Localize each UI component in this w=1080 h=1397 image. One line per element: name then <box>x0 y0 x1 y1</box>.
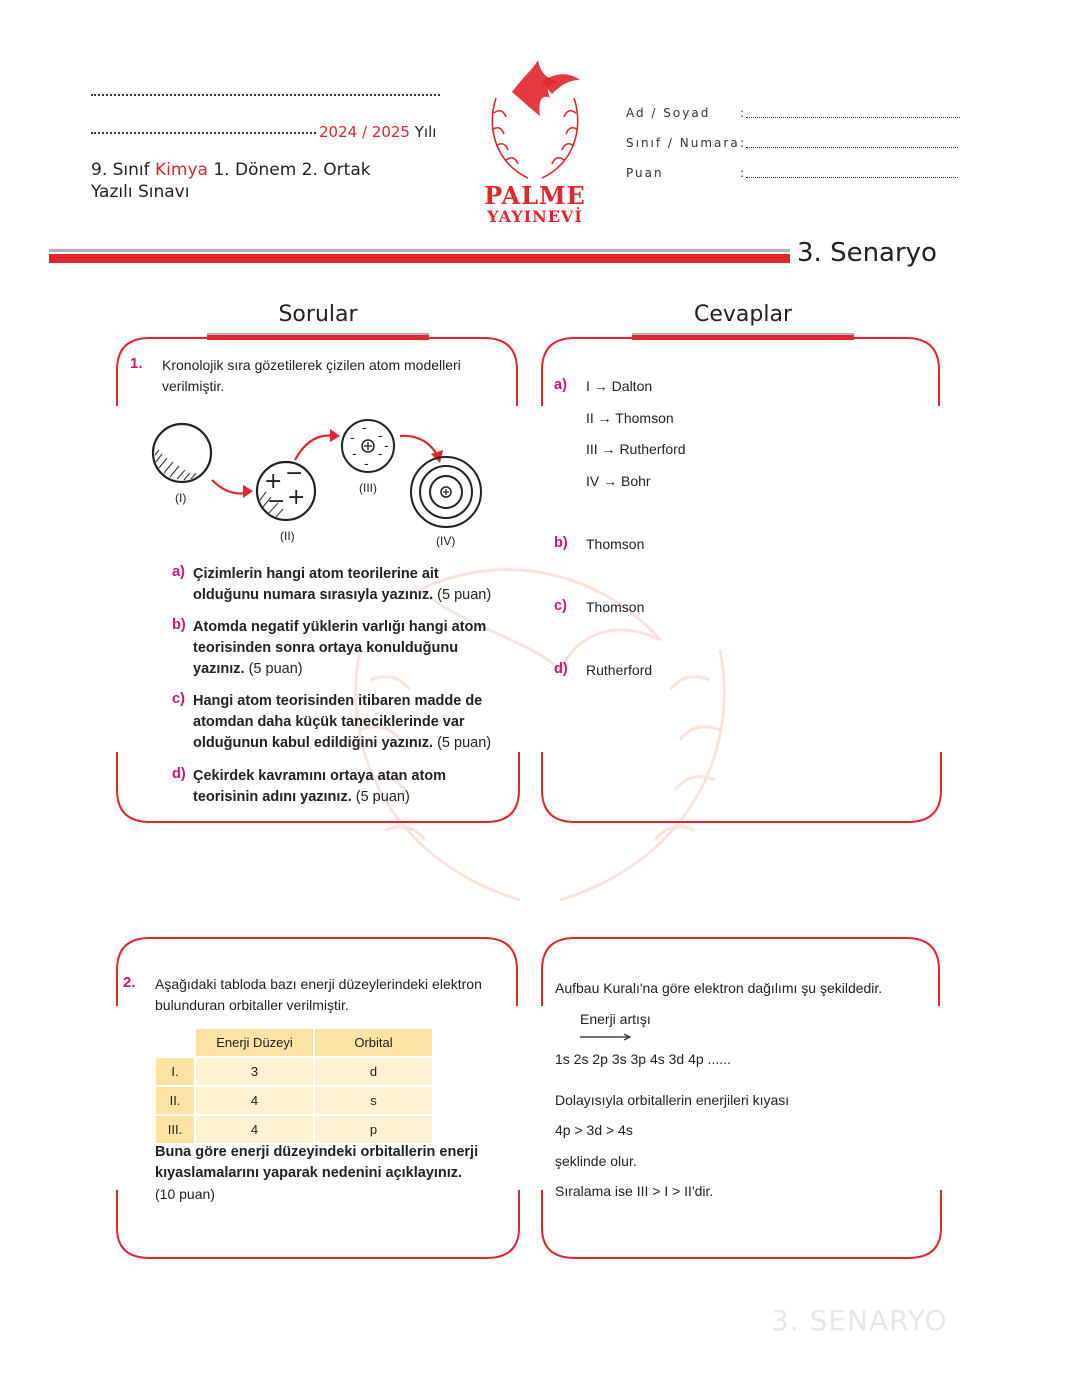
q1-number: 1. <box>130 355 143 372</box>
table-row-label: III. <box>155 1115 195 1144</box>
name-field-colon: : <box>740 106 747 120</box>
model-label-i: (I) <box>175 491 187 505</box>
a1-a-letter: a) <box>554 377 567 393</box>
energy-arrow-icon <box>580 1032 632 1042</box>
footer-scenario-watermark: 3. SENARYO <box>771 1304 948 1337</box>
table-row-label: I. <box>155 1057 195 1086</box>
year-end: 2025 <box>371 123 410 141</box>
q2-intro-line2: bulunduran orbitaller verilmiştir. <box>155 997 349 1013</box>
q1-sub-b-letter: b) <box>172 617 186 633</box>
model-iii-rutherford <box>342 420 394 472</box>
table-cell-orbital: s <box>314 1086 433 1115</box>
questions-heading: Sorular <box>278 302 358 327</box>
orbital-table <box>154 1027 434 1145</box>
q1-sub-c-line2: atomdan daha küçük taneciklerinde var <box>193 714 465 730</box>
q1-sub-d-line1: Çekirdek kavramını ortaya atan atom <box>193 768 447 784</box>
a1-a-line2: II → Thomson <box>586 410 674 426</box>
svg-text:-: - <box>352 447 357 462</box>
q2-intro <box>155 974 482 1016</box>
q1-sub-b-points: (5 puan) <box>244 661 303 677</box>
arrow-ii-to-iii-head <box>330 429 340 442</box>
score-field-label: Puan <box>626 166 664 180</box>
a1-b-letter: b) <box>554 535 568 551</box>
q1-sub-b-line3: yazınız. <box>193 661 245 677</box>
arrow-i-to-ii-head <box>243 485 253 498</box>
svg-text:+: + <box>264 469 283 494</box>
a1-box-bottom <box>542 752 941 822</box>
table-cell-level: 4 <box>195 1115 314 1144</box>
year-start: 2024 <box>319 123 358 141</box>
svg-text:-: - <box>350 431 355 446</box>
table-header-level: Enerji Düzeyi <box>195 1028 314 1057</box>
table-row-label: II. <box>155 1086 195 1115</box>
exam-subject: Kimya <box>155 160 208 180</box>
model-i-dalton-sphere <box>153 424 211 482</box>
q1-sub-b-line1: Atomda negatif yüklerin varlığı hangi atom <box>193 619 487 635</box>
table-row <box>155 1057 433 1086</box>
scenario-title: 3. Senaryo <box>797 238 937 268</box>
q1-sub-a-letter: a) <box>172 564 185 580</box>
q1-sub-a-line1: Çizimlerin hangi atom teorilerine ait <box>193 566 439 582</box>
svg-text:-: - <box>384 439 389 454</box>
table-cell-orbital: p <box>314 1115 433 1144</box>
a2-arrow-label: Enerji artışı <box>580 1011 651 1027</box>
q1-sub-c-letter: c) <box>172 691 185 707</box>
exam-title-prefix: 9. Sınıf <box>91 160 156 180</box>
exam-title-rest: 1. Dönem 2. Ortak <box>207 160 371 180</box>
q1-sub-d-letter: d) <box>172 766 186 782</box>
q1-sub-b <box>172 617 512 680</box>
q1-intro-line2: verilmiştir. <box>162 378 225 394</box>
table-cell-level: 4 <box>195 1086 314 1115</box>
atom-models-diagram <box>140 410 500 550</box>
svg-text:-: - <box>378 447 383 462</box>
a1-d-letter: d) <box>554 661 568 677</box>
svg-text:+: + <box>287 485 306 510</box>
model-iv-bohr <box>411 457 481 527</box>
q1-sub-c <box>172 691 512 754</box>
svg-text:-: - <box>378 429 383 444</box>
arrow-iii-to-iv <box>400 436 438 456</box>
q1-sub-b-line2: teorisinden sonra ortaya konulduğunu <box>193 640 459 656</box>
a1-c-answer: Thomson <box>586 599 645 615</box>
a2-line1: Aufbau Kuralı'na göre elektron dağılımı şu şekildedir. <box>555 980 883 996</box>
q2-question <box>155 1142 515 1184</box>
q1-sub-a <box>172 564 512 606</box>
table-corner-cell <box>155 1028 195 1057</box>
a2-line6: Sıralama ise III > I > II'dir. <box>555 1183 714 1199</box>
a2-line3: Dolayısıyla orbitallerin enerjileri kıyası <box>555 1092 790 1108</box>
svg-text:−: − <box>267 489 286 514</box>
q2-question-line1: Buna göre enerji düzeyindeki orbitallerin enerji <box>155 1144 479 1160</box>
q1-sub-d-points: (5 puan) <box>351 789 410 805</box>
a2-box-bottom <box>542 1190 941 1258</box>
q1-sub-a-line2: olduğunu numara sırasıyla yazınız. <box>193 587 434 603</box>
q1-intro <box>162 355 461 397</box>
q1-sub-c-points: (5 puan) <box>433 735 492 751</box>
a2-line5: şeklinde olur. <box>555 1153 637 1169</box>
table-cell-orbital: d <box>314 1057 433 1086</box>
q2-intro-line1: Aşağıdaki tabloda bazı enerji düzeylerindeki elektron <box>155 976 482 992</box>
table-header-row <box>155 1028 433 1057</box>
table-row <box>155 1115 433 1144</box>
q1-sub-c-line1: Hangi atom teorisinden itibaren madde de <box>193 693 483 709</box>
a2-sequence: 1s 2s 2p 3s 3p 4s 3d 4p ...... <box>555 1051 731 1067</box>
logo-name: PALME <box>484 181 586 210</box>
table-row <box>155 1086 433 1115</box>
a1-c-letter: c) <box>554 598 567 614</box>
table-cell-level: 3 <box>195 1057 314 1086</box>
q1-sub-d <box>172 766 512 808</box>
svg-text:-: - <box>362 421 367 436</box>
a1-d-answer: Rutherford <box>586 662 653 678</box>
q2-number: 2. <box>123 974 136 991</box>
score-field-colon: : <box>740 166 747 180</box>
arrow-ii-to-iii <box>295 436 335 461</box>
a1-b-answer: Thomson <box>586 536 645 552</box>
q2-question-line2: kıyaslamalarını yaparak nedenini açıklayınız. <box>155 1165 463 1181</box>
table-header-orbital: Orbital <box>314 1028 433 1057</box>
q1-sub-d-line2: teorisinin adını yazınız. <box>193 789 352 805</box>
svg-text:−: − <box>285 461 304 486</box>
a1-box-top <box>542 338 939 406</box>
year-separator: / <box>357 123 372 141</box>
class-number-field-colon: : <box>740 136 747 150</box>
model-label-ii: (II) <box>280 529 295 543</box>
a1-a-line3: III → Rutherford <box>586 441 686 457</box>
answers-heading: Cevaplar <box>693 302 792 327</box>
q1-sub-a-points: (5 puan) <box>433 587 492 603</box>
logo-subname: YAYINEVİ <box>487 207 583 226</box>
model-ii-thomson <box>257 461 315 520</box>
q1-intro-line1: Kronolojik sıra gözetilerek çizilen atom modelleri <box>162 357 461 373</box>
q1-sub-c-line3: olduğunun kabul edildiğini yazınız. <box>193 735 434 751</box>
model-label-iv: (IV) <box>436 534 456 548</box>
a1-a-line4: IV → Bohr <box>586 473 651 489</box>
a2-comparison: 4p > 3d > 4s <box>555 1122 633 1138</box>
model-label-iii: (III) <box>359 481 377 495</box>
name-field-label: Ad / Soyad <box>626 106 711 120</box>
svg-text:-: - <box>364 457 369 472</box>
exam-title-line2: Yazılı Sınavı <box>91 182 190 202</box>
year-suffix: Yılı <box>409 123 437 141</box>
class-number-field-label: Sınıf / Numara <box>626 136 740 150</box>
q2-points: (10 puan) <box>155 1186 215 1202</box>
a1-a-line1: I → Dalton <box>586 378 653 394</box>
